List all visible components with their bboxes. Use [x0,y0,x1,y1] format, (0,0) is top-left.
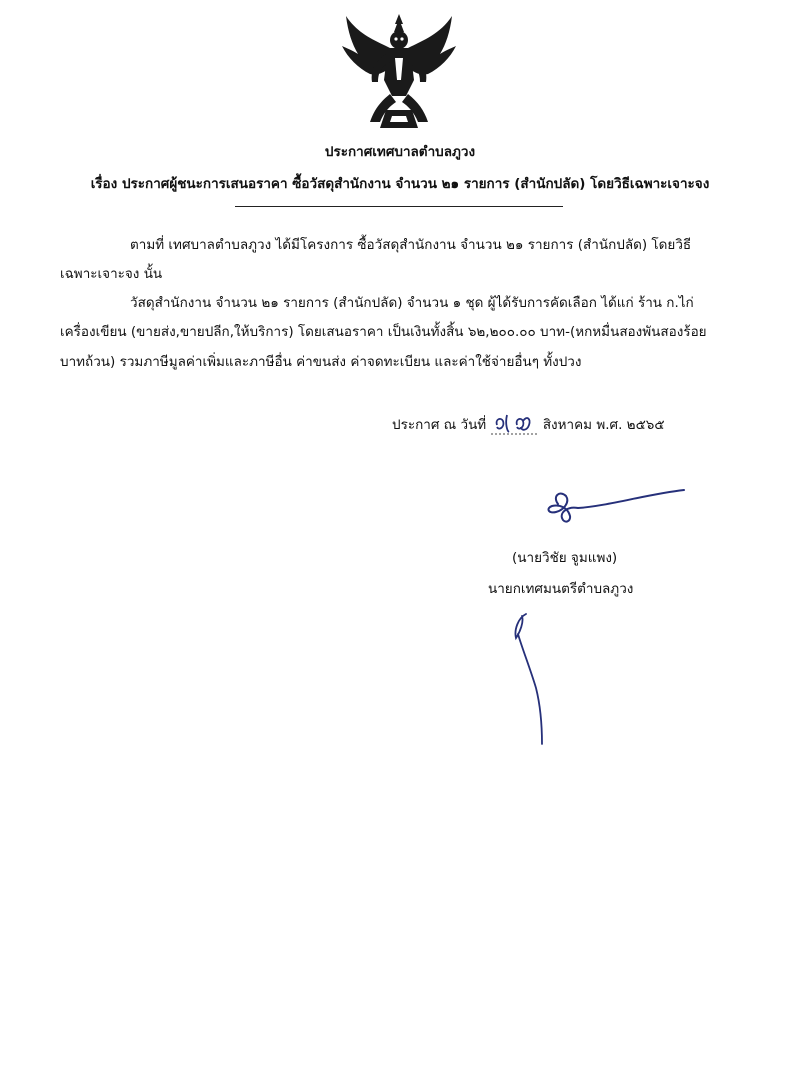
title-divider [235,206,563,207]
signatory-position: นายกเทศมนตรีตำบลภูวง [488,581,634,597]
document-title: ประกาศเทศบาลตำบลภูวง [324,144,476,160]
garuda-emblem [340,10,458,132]
announcement-prefix: ประกาศ ณ วันที่ [392,417,487,433]
handwritten-day [491,411,539,437]
body-line-3: วัสดุสำนักงาน จำนวน ๒๑ รายการ (สำนักปลัด) จำนวน ๑ ชุด ผู้ได้รับการคัดเลือก ได้แก่ ร้าน ก.ไก่ [130,295,694,311]
announcement-day [392,411,393,412]
body-line-1: ตามที่ เทศบาลตำบลภูวง ได้มีโครงการ ซื้อวัสดุสำนักงาน จำนวน ๒๑ รายการ (สำนักปลัด) โดยวิธี [130,237,692,253]
handwritten-initial [500,608,552,748]
signatory-name: (นายวิชัย จูมแพง) [512,550,618,566]
announcement-suffix: สิงหาคม พ.ศ. ๒๕๖๕ [542,417,665,433]
document-subject: เรื่อง ประกาศผู้ชนะการเสนอราคา ซื้อวัสดุสำนักงาน จำนวน ๒๑ รายการ (สำนักปลัด) โดยวิธีเฉพาะเจาะจง [90,176,710,192]
body-line-4: เครื่องเขียน (ขายส่ง,ขายปลีก,ให้บริการ) โดยเสนอราคา เป็นเงินทั้งสิ้น ๖๒,๒๐๐.๐๐ บาท-(หกหมื่นสองพันสองร้อย [60,324,707,340]
announcement-date [392,411,665,437]
body-line-2: เฉพาะเจาะจง นั้น [60,266,163,282]
signature [538,486,688,528]
body-line-5: บาทถ้วน) รวมภาษีมูลค่าเพิ่มและภาษีอื่น ค่าขนส่ง ค่าจดทะเบียน และค่าใช้จ่ายอื่นๆ ทั้งปวง [60,354,582,370]
